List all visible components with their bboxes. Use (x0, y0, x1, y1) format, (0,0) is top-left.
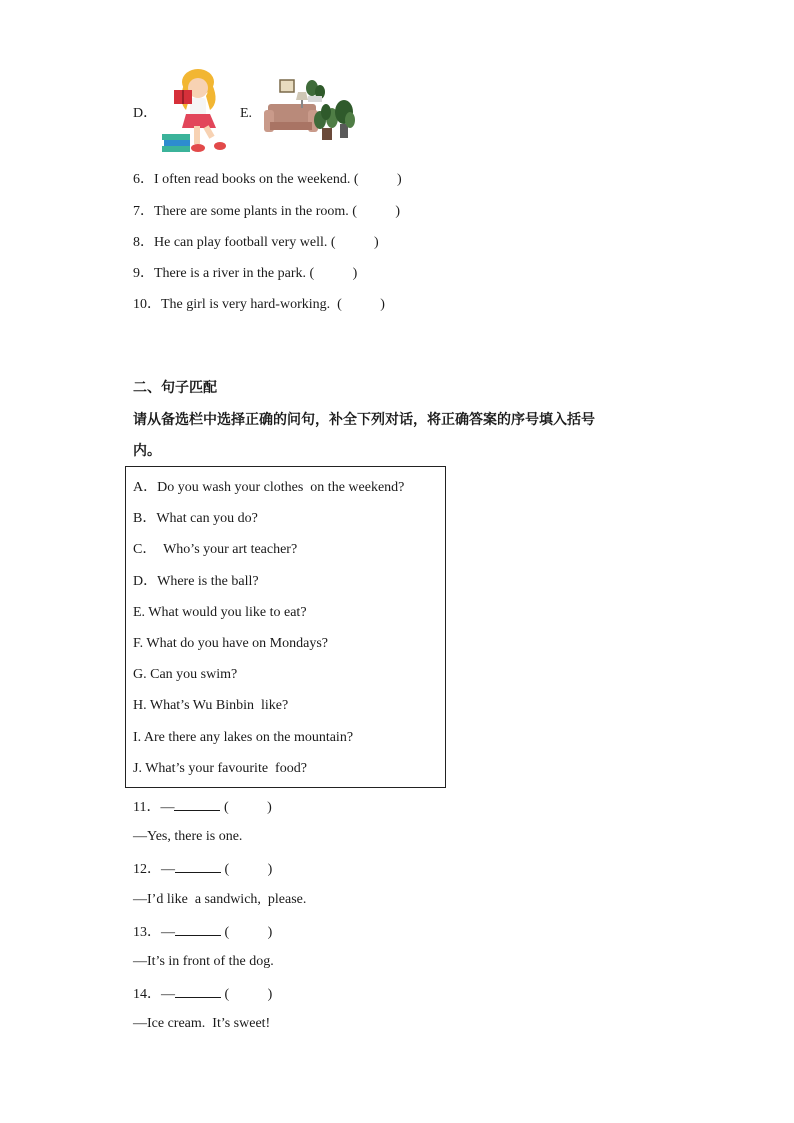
choice-h: H. What’s Wu Binbin like? (133, 698, 289, 713)
choice-d: D．Where is the ball? (133, 574, 259, 589)
dialogue-14-answer: —Ice cream. It’s sweet! (133, 1016, 271, 1031)
answer-blank[interactable] (174, 796, 220, 811)
dialogue-14-question: 14．— ( ) (133, 983, 272, 1005)
room-with-plants-image (262, 74, 356, 148)
statement-7: 7．There are some plants in the room. ( ) (133, 204, 401, 219)
dialogue-13-question: 13．— ( ) (133, 921, 272, 943)
choice-g: G. Can you swim? (133, 667, 238, 682)
statement-9: 9．There is a river in the park. ( ) (133, 266, 358, 281)
choice-c: C． Who’s your art teacher? (133, 542, 298, 557)
answer-blank[interactable] (175, 983, 221, 998)
choice-b: B．What can you do? (133, 511, 258, 526)
dialogue-11-answer: —Yes, there is one. (133, 829, 243, 844)
statement-8: 8．He can play football very well. ( ) (133, 235, 379, 250)
instruction-line-1: 请从备选栏中选择正确的问句，补全下列对话，将正确答案的序号填入括号 (133, 412, 595, 428)
instruction-line-2: 内。 (133, 443, 161, 459)
dialogue-13-answer: —It’s in front of the dog. (133, 954, 274, 969)
answer-blank[interactable] (175, 921, 221, 936)
dialogue-11-question: 11．— ( ) (133, 796, 272, 818)
choice-a: A．Do you wash your clothes on the weekend? (133, 480, 405, 495)
choice-f: F. What do you have on Mondays? (133, 636, 328, 651)
option-e-label: E. (240, 106, 253, 121)
dialogue-12-answer: —I’d like a sandwich, please. (133, 892, 307, 907)
choice-e: E. What would you like to eat? (133, 605, 307, 620)
answer-blank[interactable] (175, 858, 221, 873)
choice-i: I. Are there any lakes on the mountain? (133, 730, 354, 745)
dialogue-12-question: 12．— ( ) (133, 858, 272, 880)
section-title: 二、句子匹配 (133, 380, 217, 396)
statement-10: 10．The girl is very hard-working. ( ) (133, 297, 385, 312)
girl-reading-image (160, 66, 232, 156)
choice-j: J. What’s your favourite food? (133, 761, 307, 776)
statement-6: 6．I often read books on the weekend. ( ) (133, 172, 402, 187)
option-d-label: D． (133, 106, 158, 121)
